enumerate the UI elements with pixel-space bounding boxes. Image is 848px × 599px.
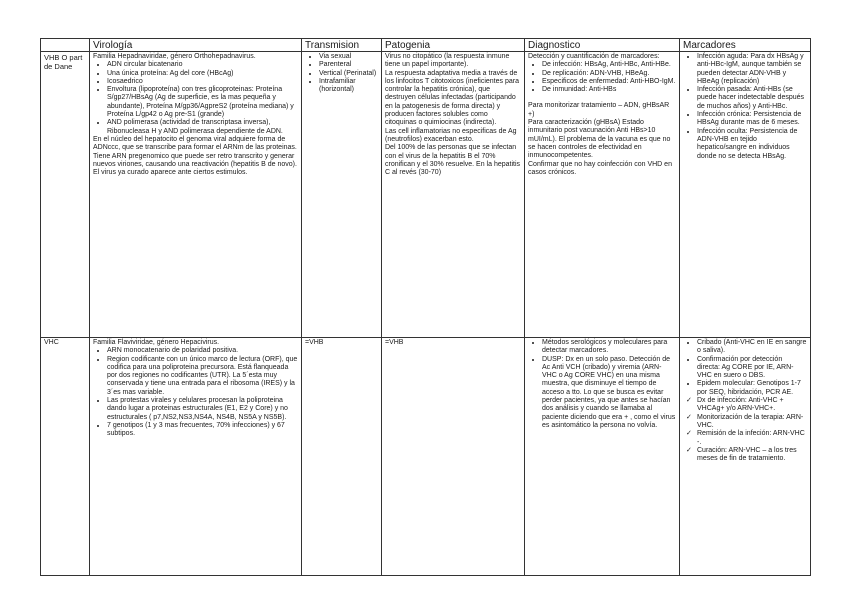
header-transmision: Transmision bbox=[302, 39, 382, 52]
vhb-diagnostico-intro: Detección y cuantificación de marcadores: bbox=[528, 53, 660, 60]
list-item: • Infección aguda: Para dx HBsAg y anti-HBc-IgM, aunque también se pueden detectar ADN-VHB y HBeAg (replicación) bbox=[697, 53, 807, 86]
row-vhb bbox=[41, 52, 811, 338]
list-item: • Cribado (Anti-VHC en IE en sangre o saliva). bbox=[697, 339, 807, 356]
header-marcadores: Marcadores bbox=[680, 39, 811, 52]
vhb-diagnostico-p3: Confirmar que no hay coinfección con VHD en casos crónicos. bbox=[528, 160, 672, 176]
vhb-diagnostico-cell bbox=[525, 52, 680, 338]
vhc-transmision-cell: =VHB bbox=[302, 338, 382, 576]
vhb-virologia-cell bbox=[90, 52, 302, 338]
vhb-virologia-list bbox=[93, 61, 298, 136]
list-item: • 7 genotipos (1 y 3 mas frecuentes, 70% infecciones) y 67 subtipos. bbox=[107, 422, 298, 439]
vhb-marcadores-cell bbox=[680, 52, 811, 338]
vhb-patogenia-p3: Las cell inflamatorias no especificas de Ag (neutrofilos) exacerban esto. bbox=[385, 127, 517, 143]
vhb-patogenia-p4: Del 100% de las personas que se infectan con el virus de la hepatitis B el 70% cronifican y el 30% resuelve. En la hepatitis C al revés (30-70) bbox=[385, 144, 521, 177]
row-label-vhb: VHB O part de Dane bbox=[41, 52, 90, 338]
vhb-patogenia-p1: Virus no citopático (la respuesta inmune tiene un papel importante). bbox=[385, 53, 510, 69]
vhb-diagnostico-p2: Para caracterización (gHBsA) Estado inmunitario post vacunación Anti HBs>10 mUI/mL). El problema de la vacuna es que no se hacen controles de efectividad en inmunocompetentes. bbox=[528, 119, 671, 160]
list-item: • AND polimerasa (actividad de transcriptasa inversa), Ribonucleasa H y AND polimerasa dependiente de ADN. bbox=[107, 119, 298, 136]
list-item: • Via sexual bbox=[319, 53, 378, 61]
vhc-marcadores-list bbox=[683, 339, 807, 397]
vhc-diagnostico-cell bbox=[525, 338, 680, 576]
vhb-patogenia-cell bbox=[382, 52, 525, 338]
row-label-vhc: VHC bbox=[41, 338, 90, 576]
list-item: • Parenteral bbox=[319, 61, 378, 69]
list-item: • ARN monocatenario de polaridad positiva. bbox=[107, 347, 298, 355]
vhc-virologia-intro: Familia Flaviviridae, género Hepacivirus. bbox=[93, 339, 220, 346]
vhc-marcadores-checklist bbox=[683, 397, 807, 463]
list-item: • De replicación: ADN-VHB, HBeAg. bbox=[542, 70, 676, 78]
check-item: ✓ Curación: ARN-VHC – a los tres meses de fin de tratamiento. bbox=[697, 447, 807, 464]
vhb-transmision-cell bbox=[302, 52, 382, 338]
vhc-patogenia-cell: =VHB bbox=[382, 338, 525, 576]
list-item: • DUSP: Dx en un solo paso. Detección de Ac Anti VCH (cribado) y viremia (ARN-VHC o Ag CORE VHC) en una misma muestra, que disminuye el tiempo de acceso a tto. Lo que se busca es evitar perder pacientes, ya que antes se hacían dos análisis y cuando se llamaba al paciente diciendo que era + , como el virus es asintomático la persona no volvía. bbox=[542, 356, 676, 431]
vhb-marcadores-list bbox=[683, 53, 807, 161]
vhc-virologia-list bbox=[93, 347, 298, 438]
vhb-virologia-p1: En el núcleo del hepatocito el genoma viral adquiere forma de ADNccc, que se transcribe para formar el ARNm de las proteinas. bbox=[93, 135, 297, 152]
list-item: • Infección crónica: Persistencia de HBsAg durante mas de 6 meses. bbox=[697, 111, 807, 128]
check-item: ✓ Dx de infección: Anti-VHC + VHCAg+ y/o ARN-VHC+. bbox=[697, 397, 807, 414]
list-item: • Region codificante con un único marco de lectura (ORF), que codifica para una poliproteina precursora. Está flanqueada por dos regiones no codificantes (UTR). La 5´esta muy conservada y tiene una entrada para el ribosoma (IRES) y la 3´es mas variable. bbox=[107, 356, 298, 397]
list-item: • De inmunidad: Anti-HBs bbox=[542, 86, 676, 94]
vhb-virologia-intro: Familia Hepadnaviridae, género Orthohepadnavirus. bbox=[93, 53, 256, 60]
list-item: • Epidem molecular: Genotipos 1-7 por SEQ, hibridación, PCR AE. bbox=[697, 380, 807, 397]
vhb-diagnostico-p1: Para monitorizar tratamiento – ADN, gHBsAR +) bbox=[528, 102, 670, 118]
list-item: • De infección: HBsAg, Anti-HBc, Anti-HBe. bbox=[542, 61, 676, 69]
vhb-diagnostico-list bbox=[528, 61, 676, 94]
list-item: • ADN circular bicatenario bbox=[107, 61, 298, 69]
list-item: • Especificos de enfermedad: Anti-HBO-IgM. bbox=[542, 78, 676, 86]
list-item: • Intrafamiliar (horizontal) bbox=[319, 78, 378, 95]
list-item: • Métodos serológicos y moleculares para detectar marcadores. bbox=[542, 339, 676, 356]
list-item: • Vertical (Perinatal) bbox=[319, 70, 378, 78]
vhc-virologia-cell bbox=[90, 338, 302, 576]
vhc-marcadores-cell bbox=[680, 338, 811, 576]
check-item: ✓ Remisión de la infeción: ARN-VHC -. bbox=[697, 430, 807, 447]
vhb-transmision-list bbox=[305, 53, 378, 94]
header-diagnostico: Diagnostico bbox=[525, 39, 680, 52]
list-item: • Icosaedrico bbox=[107, 78, 298, 86]
comparison-table bbox=[40, 38, 811, 576]
list-item: • Infección pasada: Anti-HBs (se puede hacer indetectable después de muchos años) y Anti-HBc. bbox=[697, 86, 807, 111]
check-item: ✓ Monitorización de la terapia: ARN-VHC. bbox=[697, 414, 807, 431]
list-item: • Envoltura (lipoproteína) con tres glicoproteinas: Proteína S/gp27/HBsAg (Ag de superficie, es la mas pequeña y abundante), Proteína M/gp36/AgpreS2 (proteína mediana) y Proteína L/gp42 o Ag pre-S1 (grande) bbox=[107, 86, 298, 119]
list-item: • Las protestas virales y celulares procesan la poliproteina dando lugar a proteinas estructurales (E1, E2 y Core) y no estructurales ( p7,NS2,NS3,NS4A, NS4B, NS5A y NS5B). bbox=[107, 397, 298, 422]
vhb-patogenia-p2: La respuesta adaptativa media a través de los linfocitos T citotoxicos (ineficientes para controlar la hepatitis crónica), que destruyen células infectadas (participando en la patogenesis de forma directa) y producen factores solubles como citoquinas o quimiocinas (indirecta). bbox=[385, 69, 519, 127]
row-vhc bbox=[41, 338, 811, 576]
vhb-virologia-p2: Tiene ARN pregenomico que puede ser retro transcrito y generar nuevos viriones, causando una reactivación (hepatitis B de novo). El virus ya curado aparece ante ciertos estimulos. bbox=[93, 152, 297, 177]
vhc-diagnostico-list bbox=[528, 339, 676, 430]
list-item: • Infección oculta: Persistencia de ADN-VHB en tejido hepatico/sangre en individuos donde no se detecta HBsAg. bbox=[697, 128, 807, 161]
list-item: • Confirmación por detección directa: Ag CORE por IE, ARN-VHC en suero o DBS. bbox=[697, 356, 807, 381]
header-virologia: Virología bbox=[90, 39, 302, 52]
list-item: • Una única proteína: Ag del core (HBcAg) bbox=[107, 70, 298, 78]
header-patogenia: Patogenia bbox=[382, 39, 525, 52]
header-row bbox=[41, 39, 811, 52]
header-empty bbox=[41, 39, 90, 52]
